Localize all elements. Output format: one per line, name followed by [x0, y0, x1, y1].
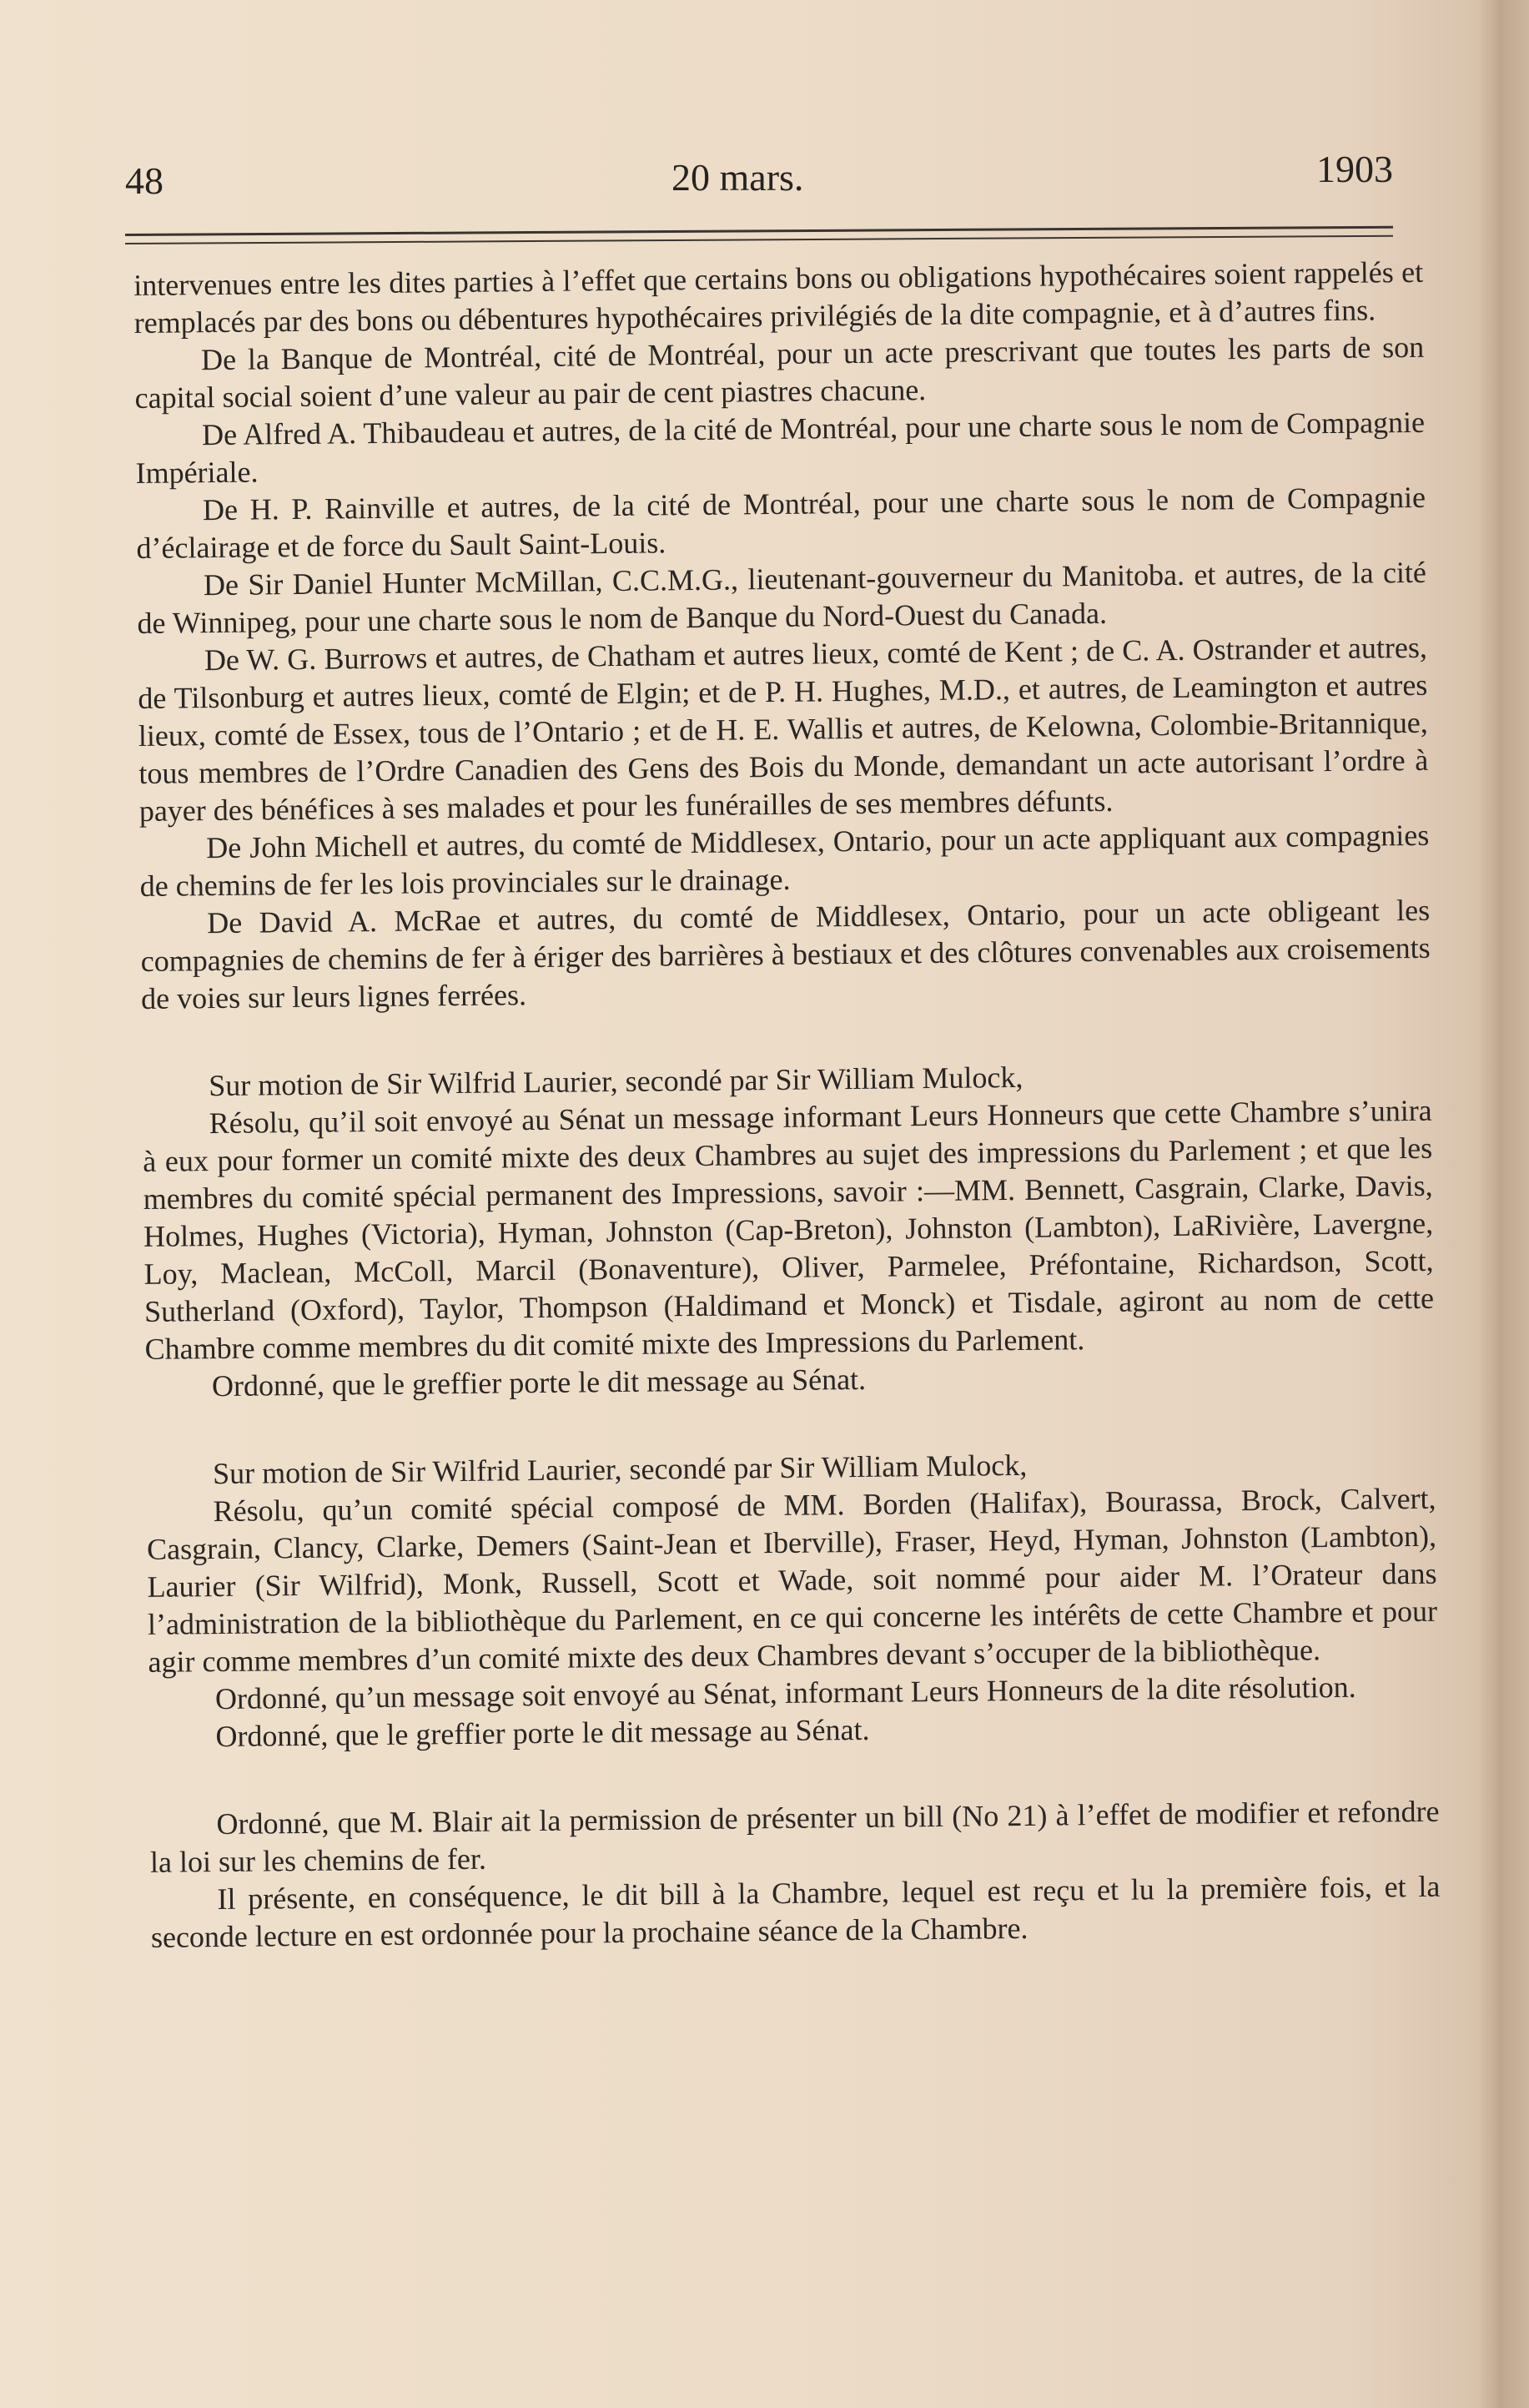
paragraph: Ordonné, qu’un message soit envoyé au Sénat, informant Leurs Honneurs de la dite résolution. [214, 1670, 1356, 1716]
paragraph: Sur motion de Sir Wilfrid Laurier, secondé par Sir William Mulock, [212, 1448, 1028, 1491]
paragraph: Résolu, qu’il soit envoyé au Sénat un message informant Leurs Honneurs que cette Chambre s’unira à eux pour former un comité mixte des deux Chambres au sujet des impressions du Parlement ; et que les membres du comité spécial permanent des Impressions, savoir :—MM. Bennett, Casgrain, Clarke, Davis, Holmes, Hughes (Victoria), Hyman, Johnston (Cap-Breton), Johnston (Lambton), LaRivière, Lavergne, Loy, Maclean, McColl, Marcil (Bonaventure), Oliver, Parmelee, Préfontaine, Richardson, Scott, Sutherland (Oxford), Taylor, Thompson (Haldimand et Monck) et Tisdale, agiront au nom de cette Chambre comme membres du dit comité mixte des Impressions du Parlement. [143, 1093, 1435, 1366]
header-rule-top [125, 226, 1393, 236]
page-spine-shadow [1477, 0, 1529, 2408]
paragraph: De H. P. Rainville et autres, de la cité de Montréal, pour une charte sous le nom de Compagnie d’éclairage et de force du Sault Saint-Louis. [136, 480, 1426, 565]
header-rule-bottom [125, 235, 1393, 244]
paragraph: Ordonné, que M. Blair ait la permission de présenter un bill (No 21) à l’effet de modifier et refondre la loi sur les chemins de fer. [149, 1794, 1440, 1879]
paragraph: De Alfred A. Thibaudeau et autres, de la cité de Montréal, pour une charte sous le nom de Compagnie Impériale. [135, 405, 1426, 490]
paragraph: Sur motion de Sir Wilfrid Laurier, secondé par Sir William Mulock, [209, 1060, 1024, 1103]
paragraph: De John Michell et autres, du comté de Middlesex, Ontario, pour un acte appliquant aux compagnies de chemins de fer les lois provinciales sur le drainage. [139, 818, 1430, 903]
paragraph: Ordonné, que le greffier porte le dit message au Sénat. [211, 1362, 867, 1403]
page-body [133, 254, 1441, 1957]
paragraph: De la Banque de Montréal, cité de Montréal, pour un acte prescrivant que toutes les parts de son capital social soient d’une valeur au pair de cent piastres chacune. [134, 330, 1425, 415]
page-year: 1903 [1316, 148, 1393, 190]
paragraph: Ordonné, que le greffier porte le dit message au Sénat. [215, 1712, 870, 1754]
paragraph: intervenues entre les dites parties à l’effet que certains bons ou obligations hypothécaires soient rappelés et remplacés par des bons ou débentures hypothécaires privilégiés de la dite compagnie, et à d’autres fins. [133, 254, 1424, 340]
paragraph: De W. G. Burrows et autres, de Chatham et autres lieux, comté de Kent ; de C. A. Ostrander et autres, de Tilsonburg et autres lieux, comté de Elgin; et de P. H. Hughes, M.D., et autres, de Leamington et autres lieux, comté de Essex, tous de l’Ontario ; et de H. E. Wallis et autres, de Kelowna, Colombie-Britannique, tous membres de l’Ordre Canadien des Gens des Bois du Monde, demandant un acte autorisant l’ordre à payer des bénéfices à ses malades et pour les funérailles de ses membres défunts. [138, 630, 1429, 828]
page-header [125, 140, 1393, 207]
paragraph: Il présente, en conséquence, le dit bill à la Chambre, lequel est reçu et lu la première fois, et la seconde lecture en est ordonnée pour la prochaine séance de la Chambre. [150, 1869, 1441, 1954]
paragraph: Résolu, qu’un comité spécial composé de MM. Borden (Halifax), Bourassa, Brock, Calvert, Casgrain, Clancy, Clarke, Demers (Saint-Jean et Iberville), Fraser, Heyd, Hyman, Johnston (Lambton), Laurier (Sir Wilfrid), Monk, Russell, Scott et Wade, soit nommé pour aider M. l’Orateur dans l’administration de la bibliothèque du Parlement, en ce qui concerne les intérêts de cette Chambre et pour agir comme membres d’un comité mixte des deux Chambres devant s’occuper de la bibliothèque. [146, 1481, 1438, 1679]
paragraph: De Sir Daniel Hunter McMillan, C.C.M.G., lieutenant-gouverneur du Manitoba. et autres, de la cité de Winnipeg, pour une charte sous le nom de Banque du Nord-Ouest du Canada. [137, 555, 1427, 640]
paragraph: De David A. McRae et autres, du comté de Middlesex, Ontario, pour un acte obligeant les compagnies de chemins de fer à ériger des barrières à bestiaux et des clôtures convenables aux croisements de voies sur leurs lignes ferrées. [140, 893, 1431, 1015]
page-date: 20 mars. [671, 156, 804, 199]
page-number: 48 [125, 159, 163, 202]
